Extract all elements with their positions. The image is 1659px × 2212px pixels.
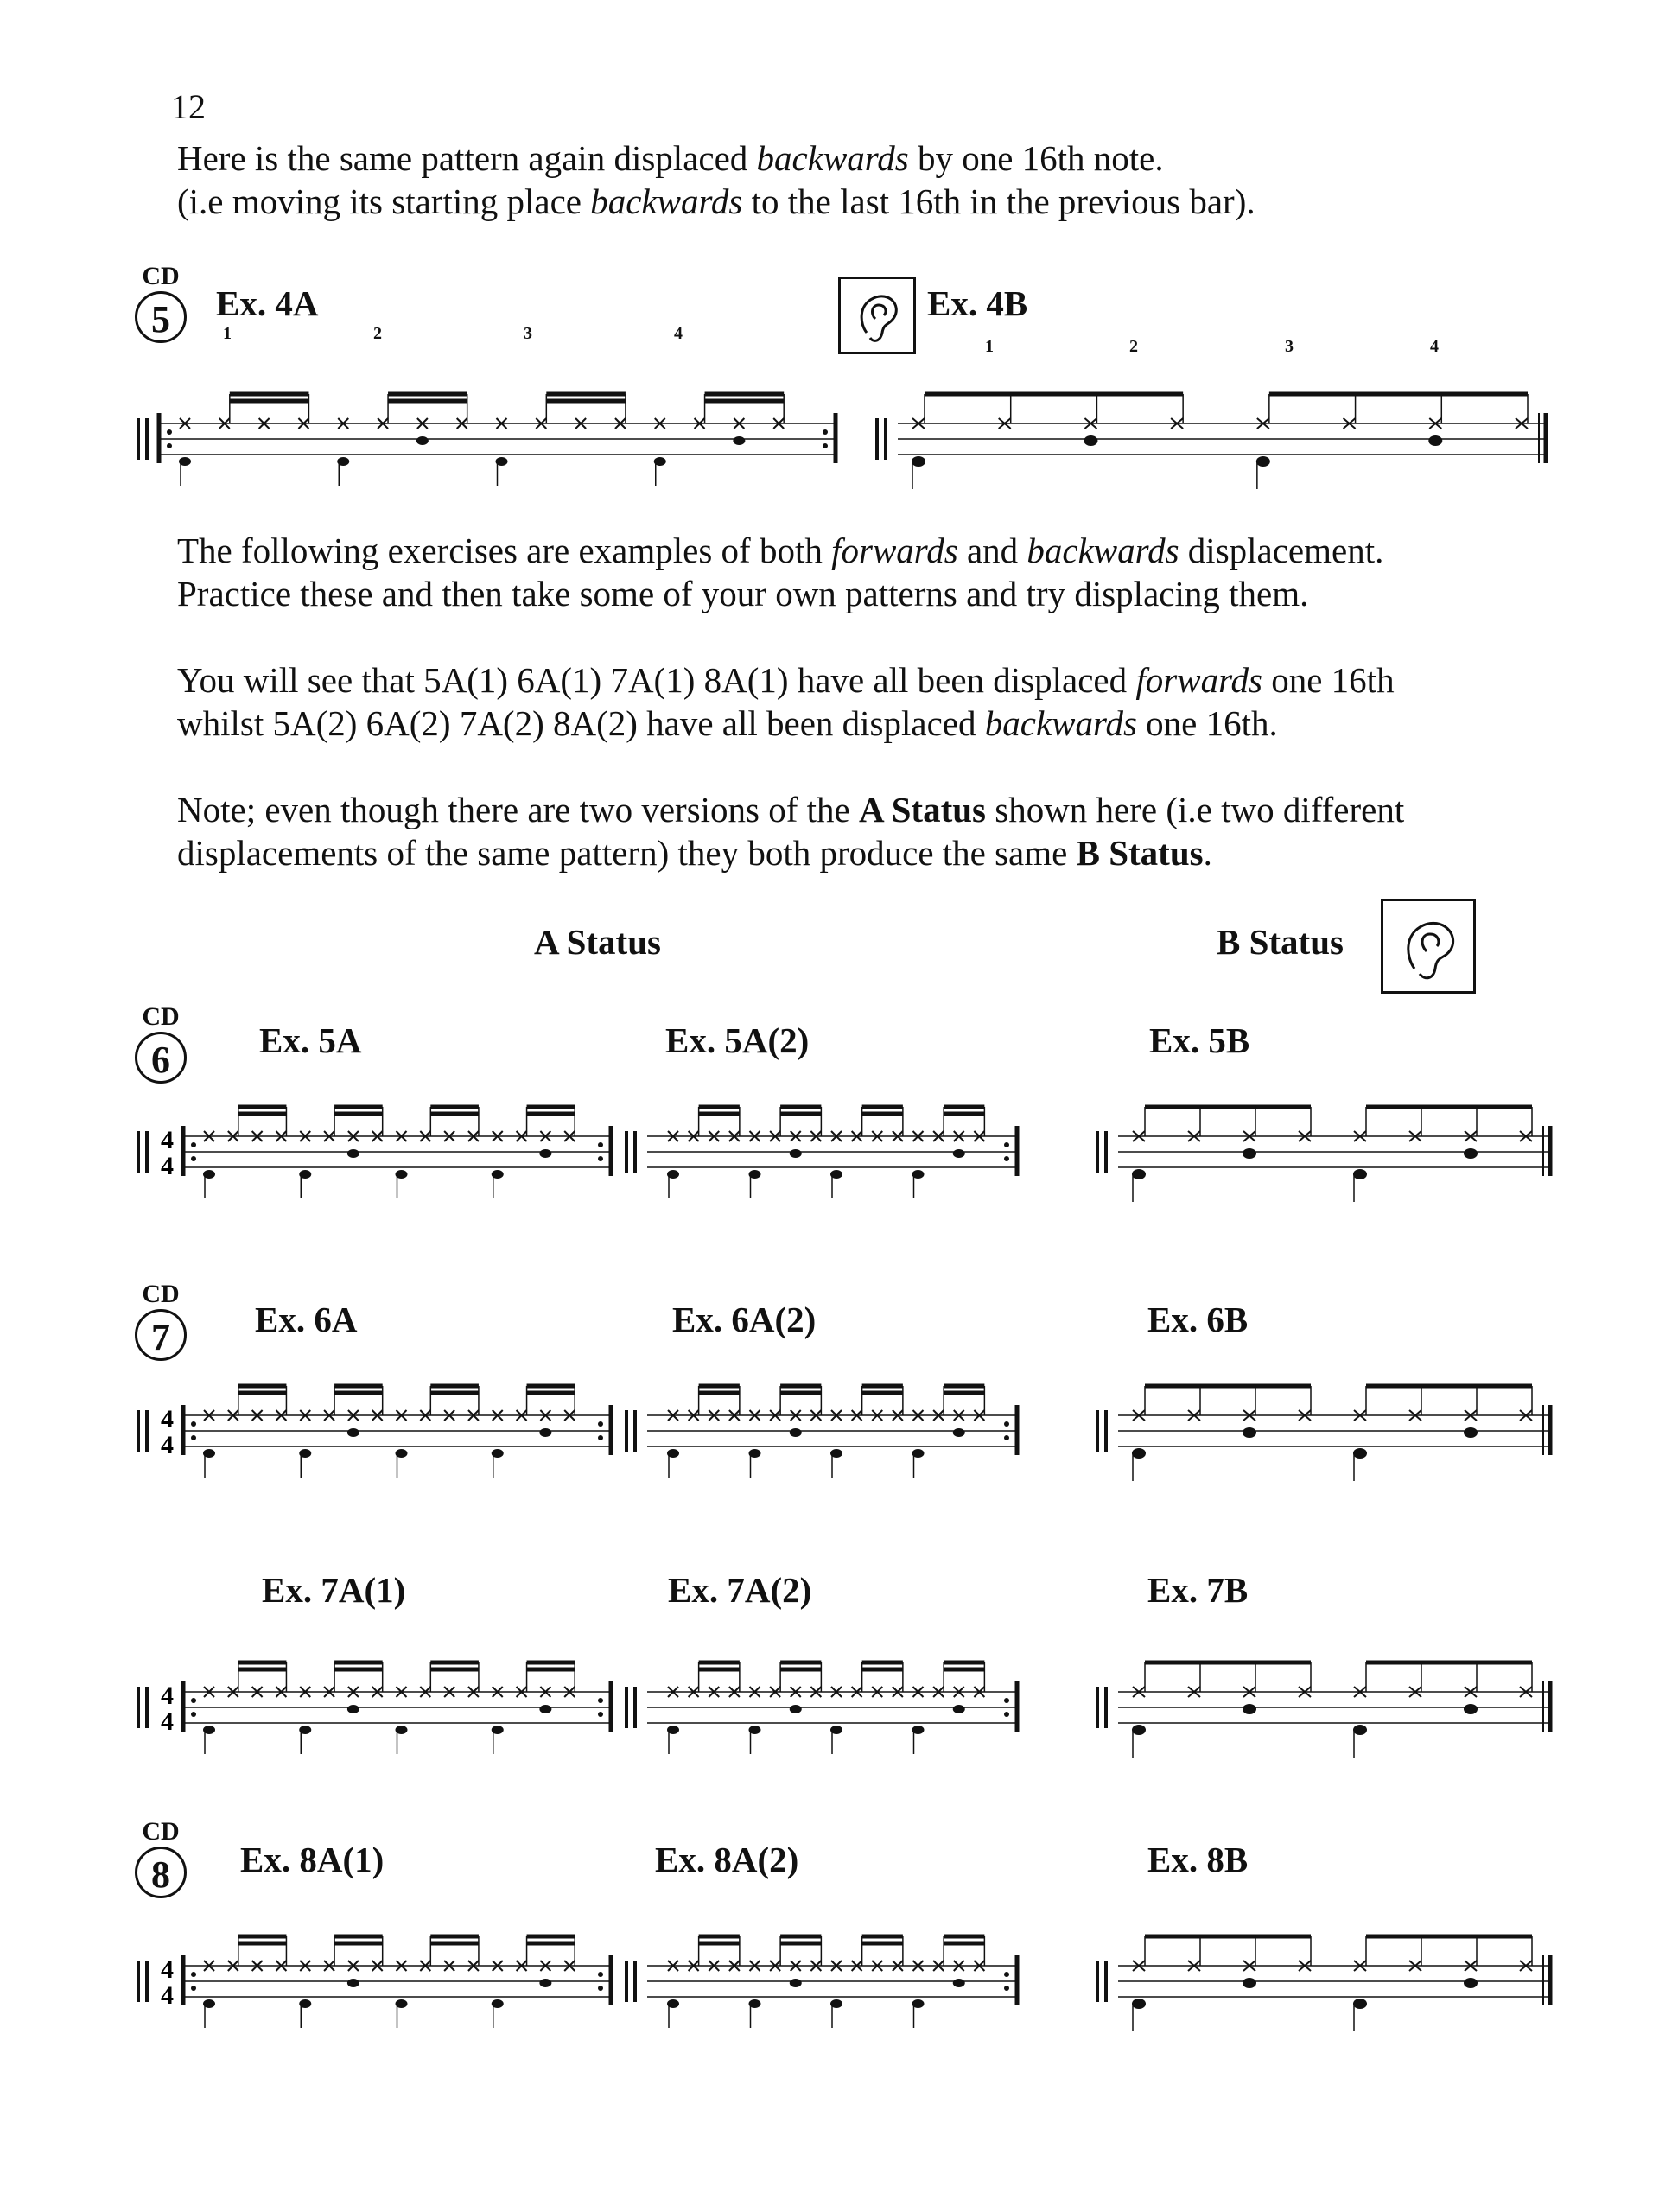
staff-ex-8a1 [130, 1888, 618, 2044]
snare-note [539, 1705, 551, 1713]
time-sig-top: 4 [161, 1681, 174, 1710]
time-sig-bottom: 4 [161, 1152, 174, 1180]
snare-note [1464, 1427, 1478, 1438]
repeat-dot [1004, 1712, 1009, 1717]
snare-note [347, 1428, 359, 1437]
bass-note [1132, 1999, 1146, 2009]
count-label: 1 [223, 324, 232, 343]
ex-5a-label: Ex. 5A [259, 1020, 362, 1060]
snare-note [1243, 1978, 1256, 1988]
para4-line-2: displacements of the same pattern) they both produce the same B Status. [177, 833, 1212, 873]
repeat-dot [1004, 1698, 1009, 1703]
snare-note [539, 1149, 551, 1158]
ear-icon [838, 276, 916, 354]
repeat-dot [598, 1142, 603, 1147]
snare-note [1243, 1427, 1256, 1438]
ex-7a2-label: Ex. 7A(2) [668, 1570, 812, 1610]
ex-8a2-label: Ex. 8A(2) [655, 1840, 799, 1879]
repeat-dot [1004, 1156, 1009, 1161]
examples-paragraph [177, 658, 1395, 745]
snare-note [953, 1428, 965, 1437]
staff-ex-5a [130, 1058, 618, 1214]
time-sig-top: 4 [161, 1955, 174, 1984]
staff-ex-6b [1089, 1338, 1555, 1493]
snare-note [1243, 1704, 1256, 1714]
repeat-dot [598, 1421, 603, 1427]
time-sig-top: 4 [161, 1126, 174, 1154]
ex-6a-label: Ex. 6A [255, 1300, 358, 1339]
repeat-dot [1004, 1972, 1009, 1977]
snare-note [953, 1979, 965, 1987]
snare-note [790, 1979, 802, 1987]
ex-6a2-label: Ex. 6A(2) [672, 1300, 817, 1339]
ex-7b-label: Ex. 7B [1147, 1570, 1249, 1610]
repeat-dot [598, 1972, 603, 1977]
time-sig-top: 4 [161, 1405, 174, 1433]
ex-6b-label: Ex. 6B [1147, 1300, 1249, 1339]
snare-note [539, 1428, 551, 1437]
staff-ex-5b [1089, 1058, 1555, 1214]
para3-line-2: whilst 5A(2) 6A(2) 7A(2) 8A(2) have all been displaced backwards one 16th. [177, 703, 1278, 743]
count-label: 4 [1430, 337, 1439, 356]
ex-4b-label: Ex. 4B [927, 283, 1028, 323]
b-status-header: B Status [1217, 922, 1344, 962]
repeat-dot [598, 1698, 603, 1703]
note-paragraph [177, 788, 1404, 874]
ex-8b-label: Ex. 8B [1147, 1840, 1249, 1879]
count-label: 4 [674, 324, 683, 343]
repeat-dot [167, 443, 172, 448]
ex-5a2-label: Ex. 5A(2) [665, 1020, 810, 1060]
bass-note [1132, 1169, 1146, 1179]
snare-note [953, 1705, 965, 1713]
time-sig-bottom: 4 [161, 1981, 174, 2010]
repeat-dot [191, 1698, 196, 1703]
ex-5b-label: Ex. 5B [1149, 1020, 1250, 1060]
staff-ex-7b [1089, 1614, 1555, 1770]
snare-note [733, 436, 745, 445]
time-sig-bottom: 4 [161, 1707, 174, 1736]
snare-note [1464, 1704, 1478, 1714]
staff-ex-6a2 [618, 1338, 1024, 1493]
staff-ex-4b [868, 346, 1551, 501]
bass-note [1353, 1999, 1367, 2009]
displacement-paragraph [177, 529, 1383, 615]
snare-note [790, 1428, 802, 1437]
snare-note [347, 1979, 359, 1987]
bass-note [1353, 1448, 1367, 1459]
a-status-header: A Status [534, 922, 661, 962]
snare-note [790, 1149, 802, 1158]
repeat-dot [191, 1142, 196, 1147]
snare-note [1464, 1978, 1478, 1988]
para4-line-1: Note; even though there are two versions of the A Status shown here (i.e two different [177, 790, 1405, 830]
staff-ex-5a2 [618, 1058, 1024, 1214]
repeat-dot [598, 1712, 603, 1717]
cd-label: CD [142, 1280, 180, 1308]
snare-note [953, 1149, 965, 1158]
para2-line-2: Practice these and then take some of your own patterns and try displacing them. [177, 574, 1309, 613]
staff-ex-7a2 [618, 1614, 1024, 1770]
repeat-dot [191, 1972, 196, 1977]
count-label: 3 [1285, 337, 1294, 356]
repeat-dot [598, 1986, 603, 1991]
staff-ex-4a [130, 346, 842, 501]
count-label: 2 [373, 324, 382, 343]
staff-ex-8a2 [618, 1888, 1024, 2044]
snare-note [1243, 1148, 1256, 1159]
bass-note [1256, 456, 1270, 467]
bass-note [1132, 1448, 1146, 1459]
intro-paragraph [177, 137, 1255, 223]
snare-note [539, 1979, 551, 1987]
ear-icon [1381, 899, 1476, 994]
snare-note [1084, 435, 1097, 446]
repeat-dot [191, 1712, 196, 1717]
repeat-dot [598, 1435, 603, 1440]
repeat-dot [823, 429, 828, 435]
staff-ex-7a1 [130, 1614, 618, 1770]
repeat-dot [1004, 1986, 1009, 1991]
ex-7a1-label: Ex. 7A(1) [262, 1570, 406, 1610]
intro-line-1: Here is the same pattern again displaced backwards by one 16th note. [177, 138, 1164, 178]
cd-track-5 [130, 264, 192, 343]
para3-line-1: You will see that 5A(1) 6A(1) 7A(1) 8A(1) have all been displaced forwards one 16th [177, 660, 1395, 700]
ex-4a-label: Ex. 4A [216, 283, 319, 323]
bass-note [912, 456, 925, 467]
repeat-dot [598, 1156, 603, 1161]
cd-number: 7 [135, 1309, 187, 1361]
staff-ex-6a [130, 1338, 618, 1493]
snare-note [1428, 435, 1442, 446]
repeat-dot [1004, 1435, 1009, 1440]
bass-note [1353, 1169, 1367, 1179]
count-label: 2 [1129, 337, 1138, 356]
snare-note [790, 1705, 802, 1713]
cd-track-8 [130, 1819, 192, 1898]
snare-note [347, 1705, 359, 1713]
repeat-dot [191, 1435, 196, 1440]
time-sig-bottom: 4 [161, 1431, 174, 1459]
cd-number: 8 [135, 1847, 187, 1898]
bass-note [1132, 1725, 1146, 1735]
count-label: 3 [524, 324, 532, 343]
intro-line-2: (i.e moving its starting place backwards to the last 16th in the previous bar). [177, 181, 1255, 221]
page-number: 12 [171, 87, 206, 126]
snare-note [347, 1149, 359, 1158]
cd-number: 6 [135, 1032, 187, 1084]
repeat-dot [1004, 1142, 1009, 1147]
repeat-dot [823, 443, 828, 448]
cd-label: CD [142, 1817, 180, 1846]
repeat-dot [1004, 1421, 1009, 1427]
cd-label: CD [142, 1002, 180, 1031]
count-label: 1 [985, 337, 994, 356]
repeat-dot [191, 1986, 196, 1991]
cd-number: 5 [135, 291, 187, 343]
bass-note [1353, 1725, 1367, 1735]
repeat-dot [191, 1421, 196, 1427]
repeat-dot [191, 1156, 196, 1161]
cd-label: CD [142, 262, 180, 290]
snare-note [1464, 1148, 1478, 1159]
snare-note [416, 436, 429, 445]
repeat-dot [167, 429, 172, 435]
ex-8a1-label: Ex. 8A(1) [240, 1840, 385, 1879]
para2-line-1: The following exercises are examples of both forwards and backwards displacement. [177, 531, 1384, 570]
staff-ex-8b [1089, 1888, 1555, 2044]
